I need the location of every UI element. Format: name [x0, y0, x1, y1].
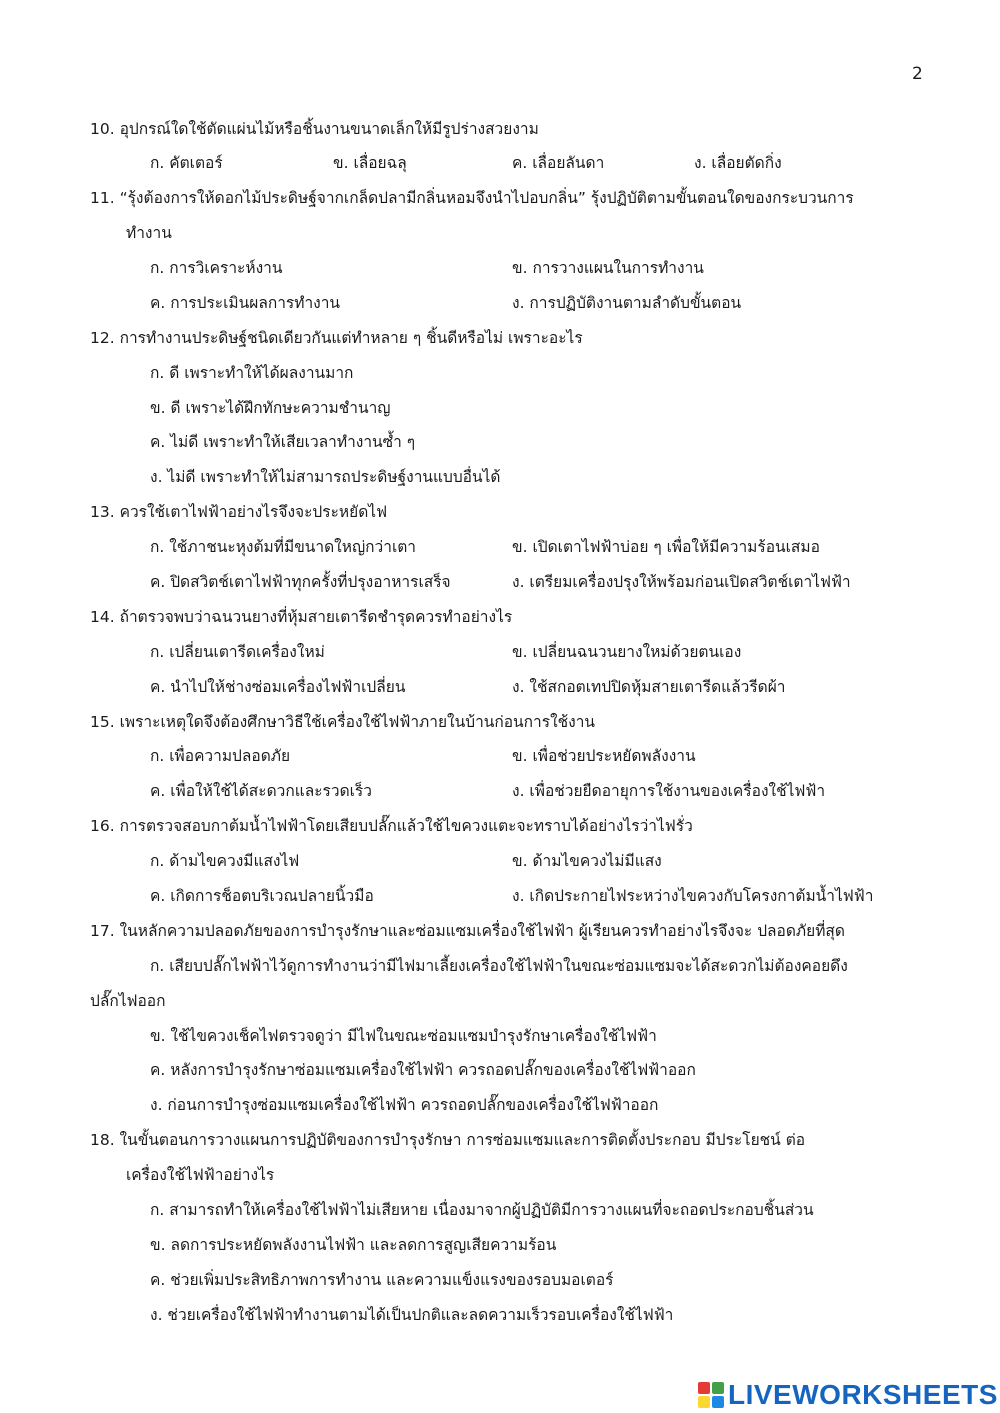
- page-number: 2: [912, 64, 923, 84]
- q18-option-d: ง. ช่วยเครื่องใช้ไฟฟ้าทำงานตามได้เป็นปกติและลดความเร็วรอบเครื่องใช้ไฟฟ้า: [150, 1306, 674, 1324]
- q13-option-b: ข. เปิดเตาไฟฟ้าบ่อย ๆ เพื่อให้มีความร้อนเสมอ: [512, 538, 820, 556]
- question-11: 11. “รุ้งต้องการให้ดอกไม้ประดิษฐ์จากเกล็ดปลามีกลิ่นหอมจึงนำไปอบกลิ่น” รุ้งปฏิบัติตามขั้นตอนใดของกระบวนการ: [90, 189, 854, 207]
- logo-square-red: [698, 1382, 710, 1394]
- q18-option-b: ข. ลดการประหยัดพลังงานไฟฟ้า และลดการสูญเสียความร้อน: [150, 1236, 557, 1254]
- q11-option-a: ก. การวิเคราะห์งาน: [150, 259, 283, 277]
- q13-option-a: ก. ใช้ภาชนะหุงต้มที่มีขนาดใหญ่กว่าเตา: [150, 538, 417, 556]
- q13-option-c: ค. ปิดสวิตช์เตาไฟฟ้าทุกครั้งที่ปรุงอาหารเสร็จ: [150, 573, 451, 591]
- q14-option-c: ค. นำไปให้ช่างซ่อมเครื่องไฟฟ้าเปลี่ยน: [150, 678, 406, 696]
- question-12: 12. การทำงานประดิษฐ์ชนิดเดียวกันแต่ทำหลาย ๆ ชิ้นดีหรือไม่ เพราะอะไร: [90, 329, 583, 347]
- q10-option-a: ก. คัตเตอร์: [150, 154, 223, 172]
- q16-option-c: ค. เกิดการช็อตบริเวณปลายนิ้วมือ: [150, 887, 374, 905]
- question-14: 14. ถ้าตรวจพบว่าฉนวนยางที่หุ้มสายเตารีดชำรุดควรทำอย่างไร: [90, 608, 513, 626]
- question-10: 10. อุปกรณ์ใดใช้ตัดแผ่นไม้หรือชิ้นงานขนาดเล็กให้มีรูปร่างสวยงาม: [90, 120, 539, 138]
- logo-square-yellow: [698, 1396, 710, 1408]
- question-18-cont: เครื่องใช้ไฟฟ้าอย่างไร: [126, 1166, 275, 1184]
- q15-option-a: ก. เพื่อความปลอดภัย: [150, 747, 291, 765]
- q12-option-b: ข. ดี เพราะได้ฝึกทักษะความชำนาญ: [150, 399, 391, 417]
- q15-option-c: ค. เพื่อให้ใช้ได้สะดวกและรวดเร็ว: [150, 782, 372, 800]
- liveworksheets-logo-text: LIVEWORKSHEETS: [728, 1379, 998, 1410]
- q14-option-d: ง. ใช้สกอตเทปปิดหุ้มสายเตารีดแล้วรีดผ้า: [512, 678, 786, 696]
- q15-option-b: ข. เพื่อช่วยประหยัดพลังงาน: [512, 747, 696, 765]
- question-13: 13. ควรใช้เตาไฟฟ้าอย่างไรจึงจะประหยัดไฟ: [90, 503, 388, 521]
- question-16: 16. การตรวจสอบกาต้มน้ำไฟฟ้าโดยเสียบปลั๊กแล้วใช้ไขควงแตะจะทราบได้อย่างไรว่าไฟรั่ว: [90, 817, 693, 835]
- q11-option-b: ข. การวางแผนในการทำงาน: [512, 259, 704, 277]
- q16-option-b: ข. ด้ามไขควงไม่มีแสง: [512, 852, 662, 870]
- q17-option-c: ค. หลังการบำรุงรักษาซ่อมแซมเครื่องใช้ไฟฟ้า ควรถอดปลั๊กของเครื่องใช้ไฟฟ้าออก: [150, 1061, 696, 1079]
- logo-square-green: [712, 1382, 724, 1394]
- q10-option-d: ง. เลื่อยตัดกิ่ง: [694, 154, 782, 172]
- question-11-cont: ทำงาน: [126, 224, 172, 242]
- q10-option-c: ค. เลื่อยลันดา: [512, 154, 605, 172]
- q13-option-d: ง. เตรียมเครื่องปรุงให้พร้อมก่อนเปิดสวิตช์เตาไฟฟ้า: [512, 573, 851, 591]
- logo-square-blue: [712, 1396, 724, 1408]
- q17-option-b: ข. ใช้ไขควงเช็คไฟตรวจดูว่า มีไฟในขณะซ่อมแซมบำรุงรักษาเครื่องใช้ไฟฟ้า: [150, 1027, 657, 1045]
- q12-option-a: ก. ดี เพราะทำให้ได้ผลงานมาก: [150, 364, 354, 382]
- q17-option-a: ก. เสียบปลั๊กไฟฟ้าไว้ดูการทำงานว่ามีไฟมาเลี้ยงเครื่องใช้ไฟฟ้าในขณะซ่อมแซมจะได้สะดวกไม่ต้องคอยดึง: [150, 957, 848, 975]
- liveworksheets-logo-icon: [698, 1382, 724, 1408]
- q17-option-a-cont: ปลั๊กไฟออก: [90, 992, 166, 1010]
- q16-option-d: ง. เกิดประกายไฟระหว่างไขควงกับโครงกาต้มน้ำไฟฟ้า: [512, 887, 874, 905]
- q14-option-a: ก. เปลี่ยนเตารีดเครื่องใหม่: [150, 643, 325, 661]
- question-17: 17. ในหลักความปลอดภัยของการบำรุงรักษาและซ่อมแซมเครื่องใช้ไฟฟ้า ผู้เรียนควรทำอย่างไรจึงจะ ปลอดภัยที่สุด: [90, 922, 845, 940]
- q12-option-c: ค. ไม่ดี เพราะทำให้เสียเวลาทำงานซ้ำ ๆ: [150, 433, 416, 451]
- q16-option-a: ก. ด้ามไขควงมีแสงไฟ: [150, 852, 300, 870]
- q11-option-d: ง. การปฏิบัติงานตามลำดับขั้นตอน: [512, 294, 742, 312]
- q10-option-b: ข. เลื่อยฉลุ: [333, 154, 407, 172]
- q14-option-b: ข. เปลี่ยนฉนวนยางใหม่ด้วยตนเอง: [512, 643, 742, 661]
- question-18: 18. ในขั้นตอนการวางแผนการปฏิบัติของการบำรุงรักษา การซ่อมแซมและการติดตั้งประกอบ มีประโยชน์ ต่อ: [90, 1131, 806, 1149]
- q12-option-d: ง. ไม่ดี เพราะทำให้ไม่สามารถประดิษฐ์งานแบบอื่นได้: [150, 468, 501, 486]
- q11-option-c: ค. การประเมินผลการทำงาน: [150, 294, 341, 312]
- q18-option-a: ก. สามารถทำให้เครื่องใช้ไฟฟ้าไม่เสียหาย เนื่องมาจากผู้ปฏิบัติมีการวางแผนที่จะถอดประกอบชิ้นส่วน: [150, 1201, 814, 1219]
- q15-option-d: ง. เพื่อช่วยยืดอายุการใช้งานของเครื่องใช้ไฟฟ้า: [512, 782, 826, 800]
- question-15: 15. เพราะเหตุใดจึงต้องศึกษาวิธีใช้เครื่องใช้ไฟฟ้าภายในบ้านก่อนการใช้งาน: [90, 713, 596, 731]
- q17-option-d: ง. ก่อนการบำรุงซ่อมแซมเครื่องใช้ไฟฟ้า ควรถอดปลั๊กของเครื่องใช้ไฟฟ้าออก: [150, 1096, 659, 1114]
- liveworksheets-logo[interactable]: [698, 1378, 998, 1412]
- q18-option-c: ค. ช่วยเพิ่มประสิทธิภาพการทำงาน และความแข็งแรงของรอบมอเตอร์: [150, 1271, 614, 1289]
